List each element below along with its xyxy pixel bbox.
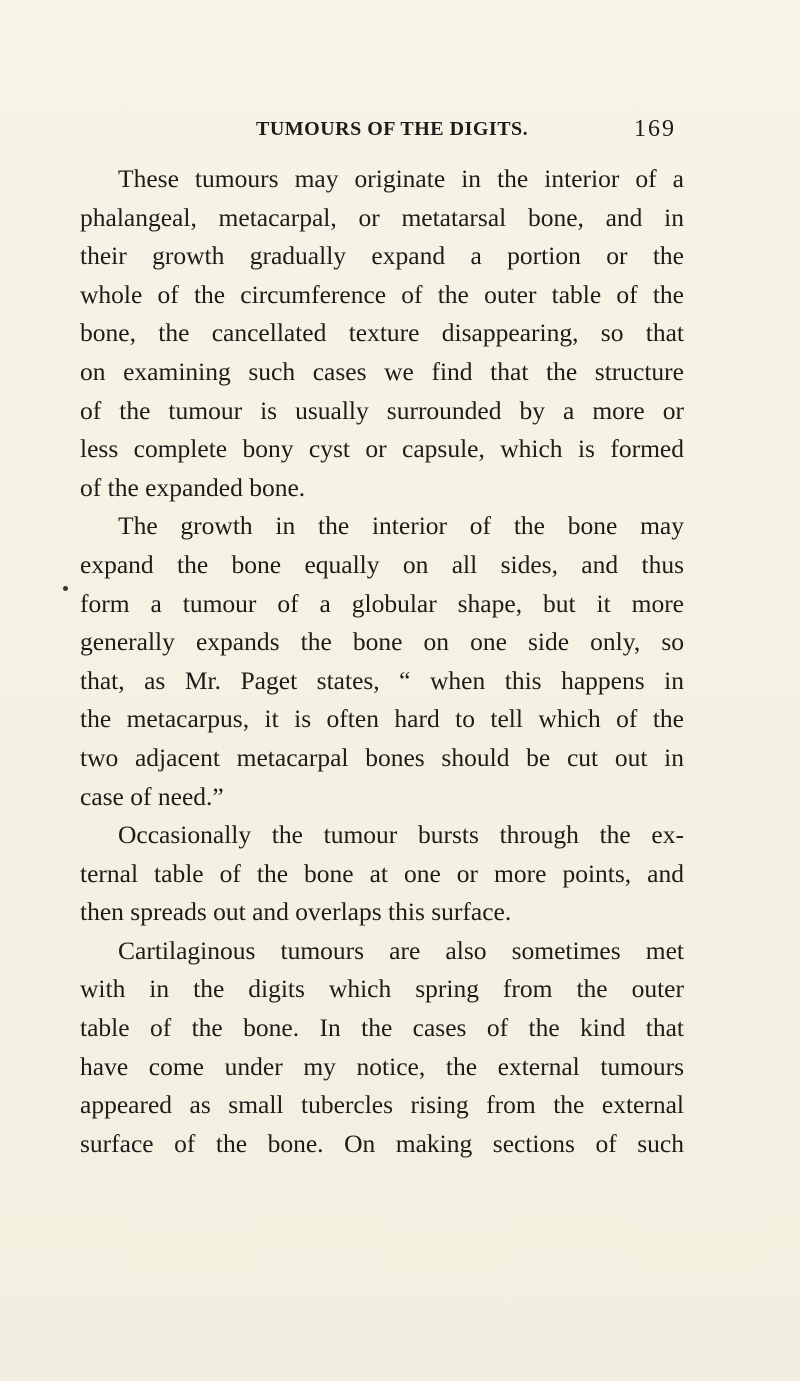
text-line: phalangeal, metacarpal, or metatarsal bone, and in	[80, 202, 684, 232]
text-line: then spreads out and overlaps this surface.	[80, 897, 512, 927]
text-line: These tumours may originate in the interior of a	[118, 164, 684, 193]
text-line: bone, the cancellated texture disappearing, so that	[80, 318, 684, 348]
text-line: the metacarpus, it is often hard to tell which of the	[80, 704, 684, 734]
text-line: generally expands the bone on one side only, so	[80, 627, 684, 657]
margin-dot-mark	[63, 586, 68, 591]
text-line: with in the digits which spring from the outer	[80, 974, 684, 1004]
running-header	[256, 115, 676, 147]
page-number: 169	[634, 116, 676, 142]
running-title: TUMOURS OF THE DIGITS.	[256, 118, 529, 140]
body-text	[80, 160, 684, 1163]
text-line: table of the bone. In the cases of the kind that	[80, 1013, 684, 1043]
text-line: that, as Mr. Paget states, “ when this happens in	[80, 665, 684, 695]
text-line: ternal table of the bone at one or more points, and	[80, 858, 684, 888]
text-line: of the expanded bone.	[80, 472, 306, 502]
text-line: two adjacent metacarpal bones should be cut out in	[80, 742, 684, 772]
text-line: less complete bony cyst or capsule, which is formed	[80, 434, 684, 464]
text-line: on examining such cases we find that the structure	[80, 356, 684, 386]
text-line: Occasionally the tumour bursts through the ex-	[118, 820, 684, 850]
text-line: their growth gradually expand a portion or the	[80, 241, 684, 271]
text-line: of the tumour is usually surrounded by a more or	[80, 395, 684, 425]
text-line: Cartilaginous tumours are also sometimes met	[118, 935, 684, 965]
text-line: surface of the bone. On making sections of such	[80, 1128, 684, 1158]
text-line: expand the bone equally on all sides, and thus	[80, 549, 684, 579]
text-line: have come under my notice, the external tumours	[80, 1051, 684, 1081]
text-line: form a tumour of a globular shape, but it more	[80, 588, 684, 618]
text-line: whole of the circumference of the outer table of the	[80, 279, 684, 309]
text-line: case of need.”	[80, 781, 224, 811]
text-line: appeared as small tubercles rising from the external	[80, 1090, 684, 1120]
text-line: The growth in the interior of the bone may	[118, 511, 684, 541]
